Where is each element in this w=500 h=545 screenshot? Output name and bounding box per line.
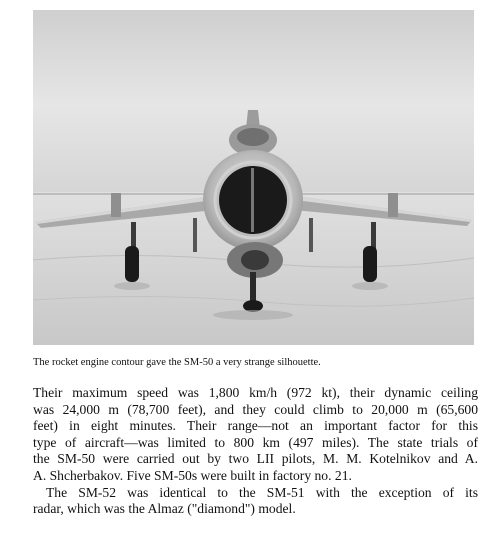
text-line: was 24,000 m (78,700 feet), and they could climb to 20,000 m (65,600 [33,401,478,417]
paragraph-1 [33,385,478,485]
figure-caption: The rocket engine contour gave the SM-50 a very strange silhouette. [33,357,321,368]
text-line: radar, which was the Almaz ("diamond") model. [33,501,296,517]
paragraph-2 [33,485,478,518]
text-line: Their maximum speed was 1,800 km/h (972 kt), their dynamic ceiling [33,385,478,400]
text-line: feet) in eight minutes. Their range—not an important factor for this [33,418,478,434]
aircraft-photo [33,10,474,345]
text-line: The SM-52 was identical to the SM-51 with the exception of its [46,484,478,500]
text-line: type of aircraft—was limited to 800 km (497 miles). The state trials of [33,434,478,450]
body-text [33,385,478,518]
text-line: the SM-50 were carried out by two LII pilots, M. M. Kotelnikov and A. [33,451,478,467]
text-line: A. Shcherbakov. Five SM-50s were built in factory no. 21. [33,467,352,483]
